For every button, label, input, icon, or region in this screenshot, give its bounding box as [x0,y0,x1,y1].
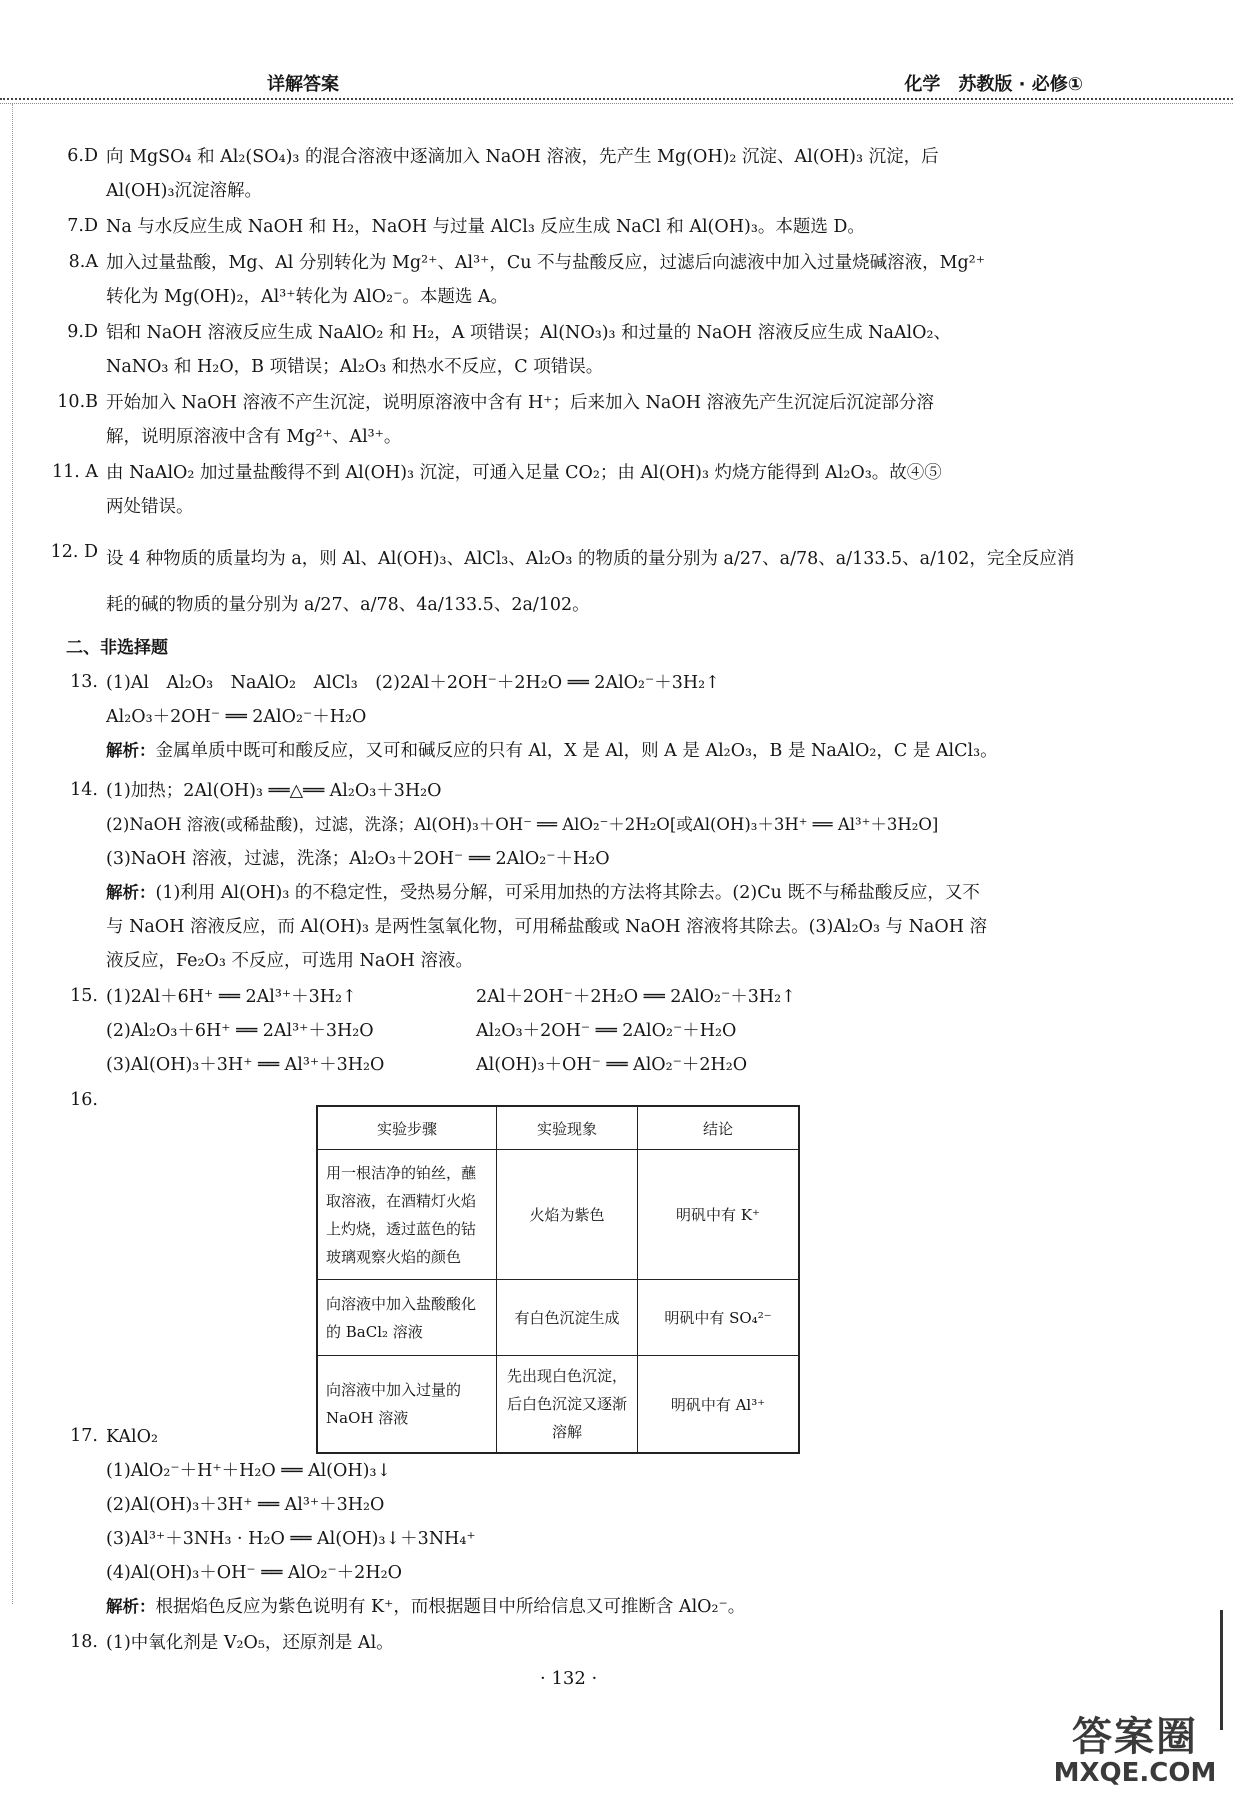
answer-item-12 [40,536,1090,628]
item-text-line: 两处错误。 [106,497,194,517]
table-header: 结论 [638,1106,800,1150]
item-text-line: 铝和 NaOH 溶液反应生成 NaAlO₂ 和 H₂，A 项错误；Al(NO₃)₃ 和过量的 NaOH 溶液反应生成 NaAlO₂、 [106,323,952,343]
table-cell-phenomenon: 火焰为紫色 [497,1150,638,1280]
item-number: 11. A [51,462,98,482]
table-header-row [317,1106,799,1150]
item-number: 18. [70,1632,98,1652]
table-row [317,1280,799,1356]
table-header: 实验步骤 [317,1106,497,1150]
answer-item-18 [40,1626,1090,1660]
header-divider [0,98,1233,100]
answer-content-lower [40,1420,1090,1662]
header-divider-secondary [0,103,1233,104]
analysis-text: 根据焰色反应为紫色说明有 K⁺，而根据题目中所给信息又可推断含 AlO₂⁻。 [155,1597,746,1617]
item-text-line: 设 4 种物质的质量均为 a，则 Al、Al(OH)₃、AlCl₃、Al₂O₃ 的物质的量分别为 a/27、a/78、a/133.5、a/102，完全反应消 [106,549,1075,569]
item-number: 9.D [67,322,98,342]
item-text-line: KAlO₂ [106,1427,158,1447]
item-number: 12. D [50,542,98,562]
analysis-label: 解析： [106,883,156,902]
item-text-line: (1)中氧化剂是 V₂O₅，还原剂是 Al。 [106,1633,394,1653]
left-margin-line [12,104,13,1604]
item-text-line: 解，说明原溶液中含有 Mg²⁺、Al³⁺。 [106,427,402,447]
item-number: 15. [70,986,98,1006]
experiment-table [316,1105,800,1454]
equation-acid: (3)Al(OH)₃＋3H⁺ ══ Al³⁺＋3H₂O [106,1055,385,1075]
analysis-text: (1)利用 Al(OH)₃ 的不稳定性，受热易分解，可采用加热的方法将其除去。(2)Cu 既不与稀盐酸反应，又不 [155,883,980,903]
table-cell-conclusion: 明矾中有 K⁺ [638,1150,800,1280]
item-number: 16. [70,1090,98,1110]
table-cell-step: 用一根洁净的铂丝，蘸取溶液，在酒精灯火焰上灼烧，透过蓝色的钴玻璃观察火焰的颜色 [317,1150,497,1280]
table-header: 实验现象 [497,1106,638,1150]
answer-item-10 [40,386,1090,454]
analysis-line: 与 NaOH 溶液反应，而 Al(OH)₃ 是两性氢氧化物，可用稀盐酸或 NaOH 溶液将其除去。(3)Al₂O₃ 与 NaOH 溶 [106,917,988,937]
table-cell-conclusion: 明矾中有 SO₄²⁻ [638,1280,800,1356]
item-number: 7.D [67,216,98,236]
equation-line: (1)Al Al₂O₃ NaAlO₂ AlCl₃ (2)2Al＋2OH⁻＋2H₂O ══ 2AlO₂⁻＋3H₂↑ [106,673,720,693]
page-number: · 132 · [540,1668,598,1689]
analysis-line [106,876,1090,910]
item-number: 17. [70,1426,98,1446]
item-number: 14. [70,780,98,800]
item-text-line: NaNO₃ 和 H₂O，B 项错误；Al₂O₃ 和热水不反应，C 项错误。 [106,357,604,377]
table-cell-phenomenon: 先出现白色沉淀，后白色沉淀又逐渐溶解 [497,1356,638,1454]
right-margin-bar [1220,1610,1223,1730]
equation-row [106,1014,1090,1048]
table-row [317,1150,799,1280]
table-cell-conclusion: 明矾中有 Al³⁺ [638,1356,800,1454]
item-number: 6.D [67,146,98,166]
equation-line: (1)AlO₂⁻＋H⁺＋H₂O ══ Al(OH)₃↓ [106,1461,392,1481]
equation-line: (1)加热；2Al(OH)₃ ══△══ Al₂O₃＋3H₂O [106,781,442,801]
answer-item-15 [40,980,1090,1082]
section-title-nonchoice: 二、非选择题 [66,638,168,658]
equation-row [106,980,1090,1014]
header-left-title: 详解答案 [267,74,339,95]
equation-line: (2)NaOH 溶液(或稀盐酸)，过滤，洗涤；Al(OH)₃＋OH⁻ ══ AlO₂⁻＋2H₂O[或Al(OH)₃＋3H⁺ ══ Al³⁺＋3H₂O] [106,815,939,834]
analysis-label: 解析： [106,1597,156,1616]
item-text-line: 耗的碱的物质的量分别为 a/27、a/78、4a/133.5、2a/102。 [106,595,590,615]
equation-acid: (2)Al₂O₃＋6H⁺ ══ 2Al³⁺＋3H₂O [106,1021,374,1041]
answer-item-8 [40,246,1090,314]
analysis-text: 金属单质中既可和酸反应，又可和碱反应的只有 Al，X 是 Al，则 A 是 Al₂O₃，B 是 NaAlO₂，C 是 AlCl₃。 [155,741,998,761]
table-cell-step: 向溶液中加入过量的 NaOH 溶液 [317,1356,497,1454]
analysis-label: 解析： [106,741,156,760]
equation-base: Al₂O₃＋2OH⁻ ══ 2AlO₂⁻＋H₂O [476,1021,737,1041]
analysis-line: 液反应，Fe₂O₃ 不反应，可选用 NaOH 溶液。 [106,951,473,971]
analysis-line [106,1590,1090,1624]
analysis-line [106,734,1090,768]
item-number: 8.A [68,252,98,272]
item-text-line: Na 与水反应生成 NaOH 和 H₂，NaOH 与过量 AlCl₃ 反应生成 NaCl 和 Al(OH)₃。本题选 D。 [106,217,865,237]
equation-line: (2)Al(OH)₃＋3H⁺ ══ Al³⁺＋3H₂O [106,1495,385,1515]
equation-line: (4)Al(OH)₃＋OH⁻ ══ AlO₂⁻＋2H₂O [106,1563,402,1583]
item-text-line: Al(OH)₃沉淀溶解。 [106,181,263,201]
equation-base: 2Al＋2OH⁻＋2H₂O ══ 2AlO₂⁻＋3H₂↑ [476,987,796,1007]
item-text-line: 转化为 Mg(OH)₂，Al³⁺转化为 AlO₂⁻。本题选 A。 [106,287,509,307]
item-text-line: 向 MgSO₄ 和 Al₂(SO₄)₃ 的混合溶液中逐滴加入 NaOH 溶液，先产生 Mg(OH)₂ 沉淀、Al(OH)₃ 沉淀，后 [106,147,939,167]
watermark-logo [1040,1715,1230,1787]
answer-item-6 [40,140,1090,208]
answer-item-11 [40,456,1090,524]
answer-item-14 [40,774,1090,978]
item-text-line: 加入过量盐酸，Mg、Al 分别转化为 Mg²⁺、Al³⁺，Cu 不与盐酸反应，过滤后向滤液中加入过量烧碱溶液，Mg²⁺ [106,253,985,273]
equation-base: Al(OH)₃＋OH⁻ ══ AlO₂⁻＋2H₂O [476,1055,748,1075]
answer-item-9 [40,316,1090,384]
item-text-line: 由 NaAlO₂ 加过量盐酸得不到 Al(OH)₃ 沉淀，可通入足量 CO₂；由 Al(OH)₃ 灼烧方能得到 Al₂O₃。故④⑤ [106,463,942,483]
watermark-top-text: 答案圈 [1072,1714,1198,1760]
header-right-subject: 化学 苏教版 · 必修① [904,74,1083,95]
item-number: 10.B [57,392,98,412]
table-cell-phenomenon: 有白色沉淀生成 [497,1280,638,1356]
answer-item-7 [40,210,1090,244]
watermark-bottom-text: MXQE.COM [1053,1758,1217,1788]
item-text-line: 开始加入 NaOH 溶液不产生沉淀，说明原溶液中含有 H⁺；后来加入 NaOH 溶液先产生沉淀后沉淀部分溶 [106,393,935,413]
equation-acid: (1)2Al＋6H⁺ ══ 2Al³⁺＋3H₂↑ [106,987,357,1007]
answer-item-13 [40,666,1090,768]
answer-content [40,140,1090,1118]
equation-line: (3)Al³⁺＋3NH₃ · H₂O ══ Al(OH)₃↓＋3NH₄⁺ [106,1529,476,1549]
equation-line: (3)NaOH 溶液，过滤，洗涤；Al₂O₃＋2OH⁻ ══ 2AlO₂⁻＋H₂O [106,849,610,869]
answer-item-17 [40,1420,1090,1624]
item-number: 13. [70,672,98,692]
equation-row [106,1048,1090,1082]
equation-line: Al₂O₃＋2OH⁻ ══ 2AlO₂⁻＋H₂O [106,707,367,727]
table-cell-step: 向溶液中加入盐酸酸化的 BaCl₂ 溶液 [317,1280,497,1356]
